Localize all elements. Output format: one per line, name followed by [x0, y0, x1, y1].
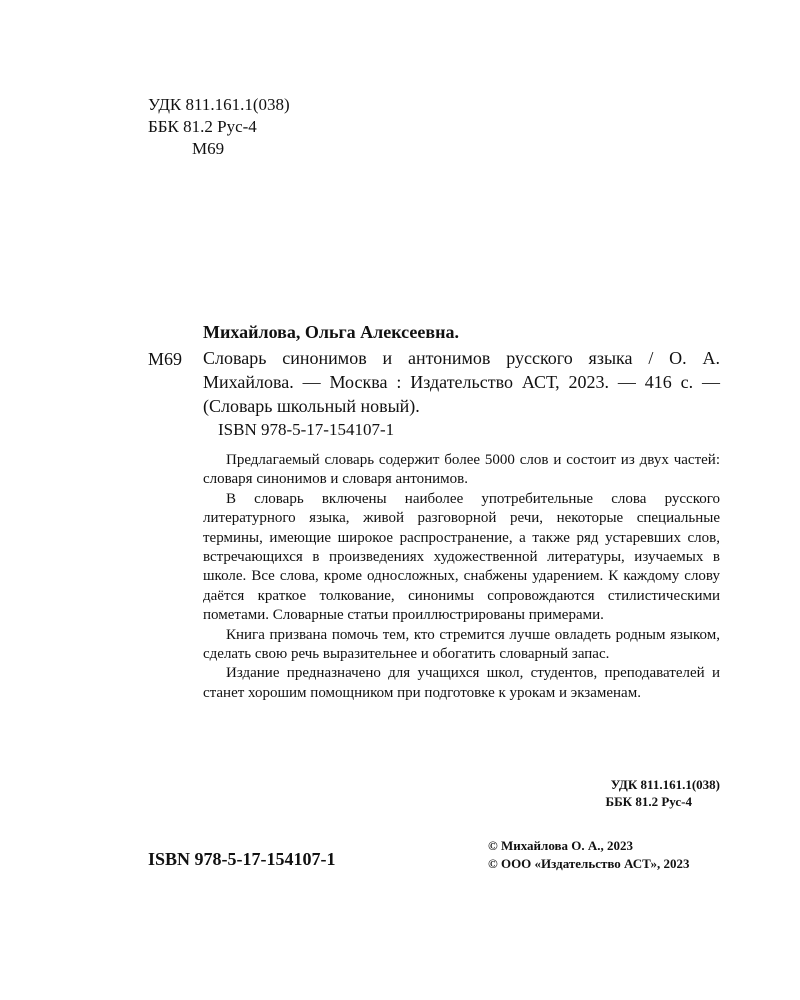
author-sign: М69	[192, 139, 225, 158]
annotation-paragraph: Книга призвана помочь тем, кто стремится лучше овладеть родным языком, сделать свою речь выразительнее и обогатить словарный запас.	[203, 626, 720, 663]
isbn-record: ISBN 978-5-17-154107-1	[218, 420, 395, 439]
footer-isbn: ISBN 978-5-17-154107-1	[148, 849, 336, 869]
bibliographic-description: Словарь синонимов и антонимов русского языка / О. А. Михайлова. — Москва : Издательство АСТ, 2023. — 416 с. — (Словарь школьный новый).	[203, 348, 720, 416]
bbk-code: ББК 81.2 Рус-4	[148, 117, 257, 136]
copyright-author: © Михайлова О. А., 2023	[488, 838, 634, 853]
annotation-paragraph: Издание предназначено для учащихся школ, студентов, преподавателей и станет хорошим помощником при подготовке к урокам и экзаменам.	[203, 665, 720, 701]
author-sign-side: М69	[148, 349, 183, 369]
udk-code: УДК 811.161.1(038)	[148, 95, 290, 114]
copyright-block	[488, 837, 728, 873]
footer-classification	[520, 776, 720, 810]
annotation	[203, 451, 720, 703]
author-heading: Михайлова, Ольга Алексеевна.	[203, 322, 459, 342]
copyright-publisher: © ООО «Издательство АСТ», 2023	[488, 856, 690, 871]
annotation-paragraph: Предлагаемый словарь содержит более 5000 слов и состоит из двух частей: словаря синонимов и словаря антонимов.	[203, 452, 720, 488]
footer-bbk: ББК 81.2 Рус-4	[605, 794, 692, 809]
annotation-paragraph: В словарь включены наиболее употребительные слова русского литературного языка, живой разговорной речи, некоторые специальные термины, имеющие широкое распространение, а также ряд устаревших слов, встречающихся в произведениях художественной литературы, изучаемых в школе. Все слова, кроме односложных, снабжены ударением. К каждому слову даётся краткое толкование, синонимы сопровождаются стилистическими пометами. Словарные статьи проиллюстрированы примерами.	[203, 490, 720, 624]
classification-block	[148, 94, 290, 160]
footer-udk: УДК 811.161.1(038)	[610, 777, 720, 792]
